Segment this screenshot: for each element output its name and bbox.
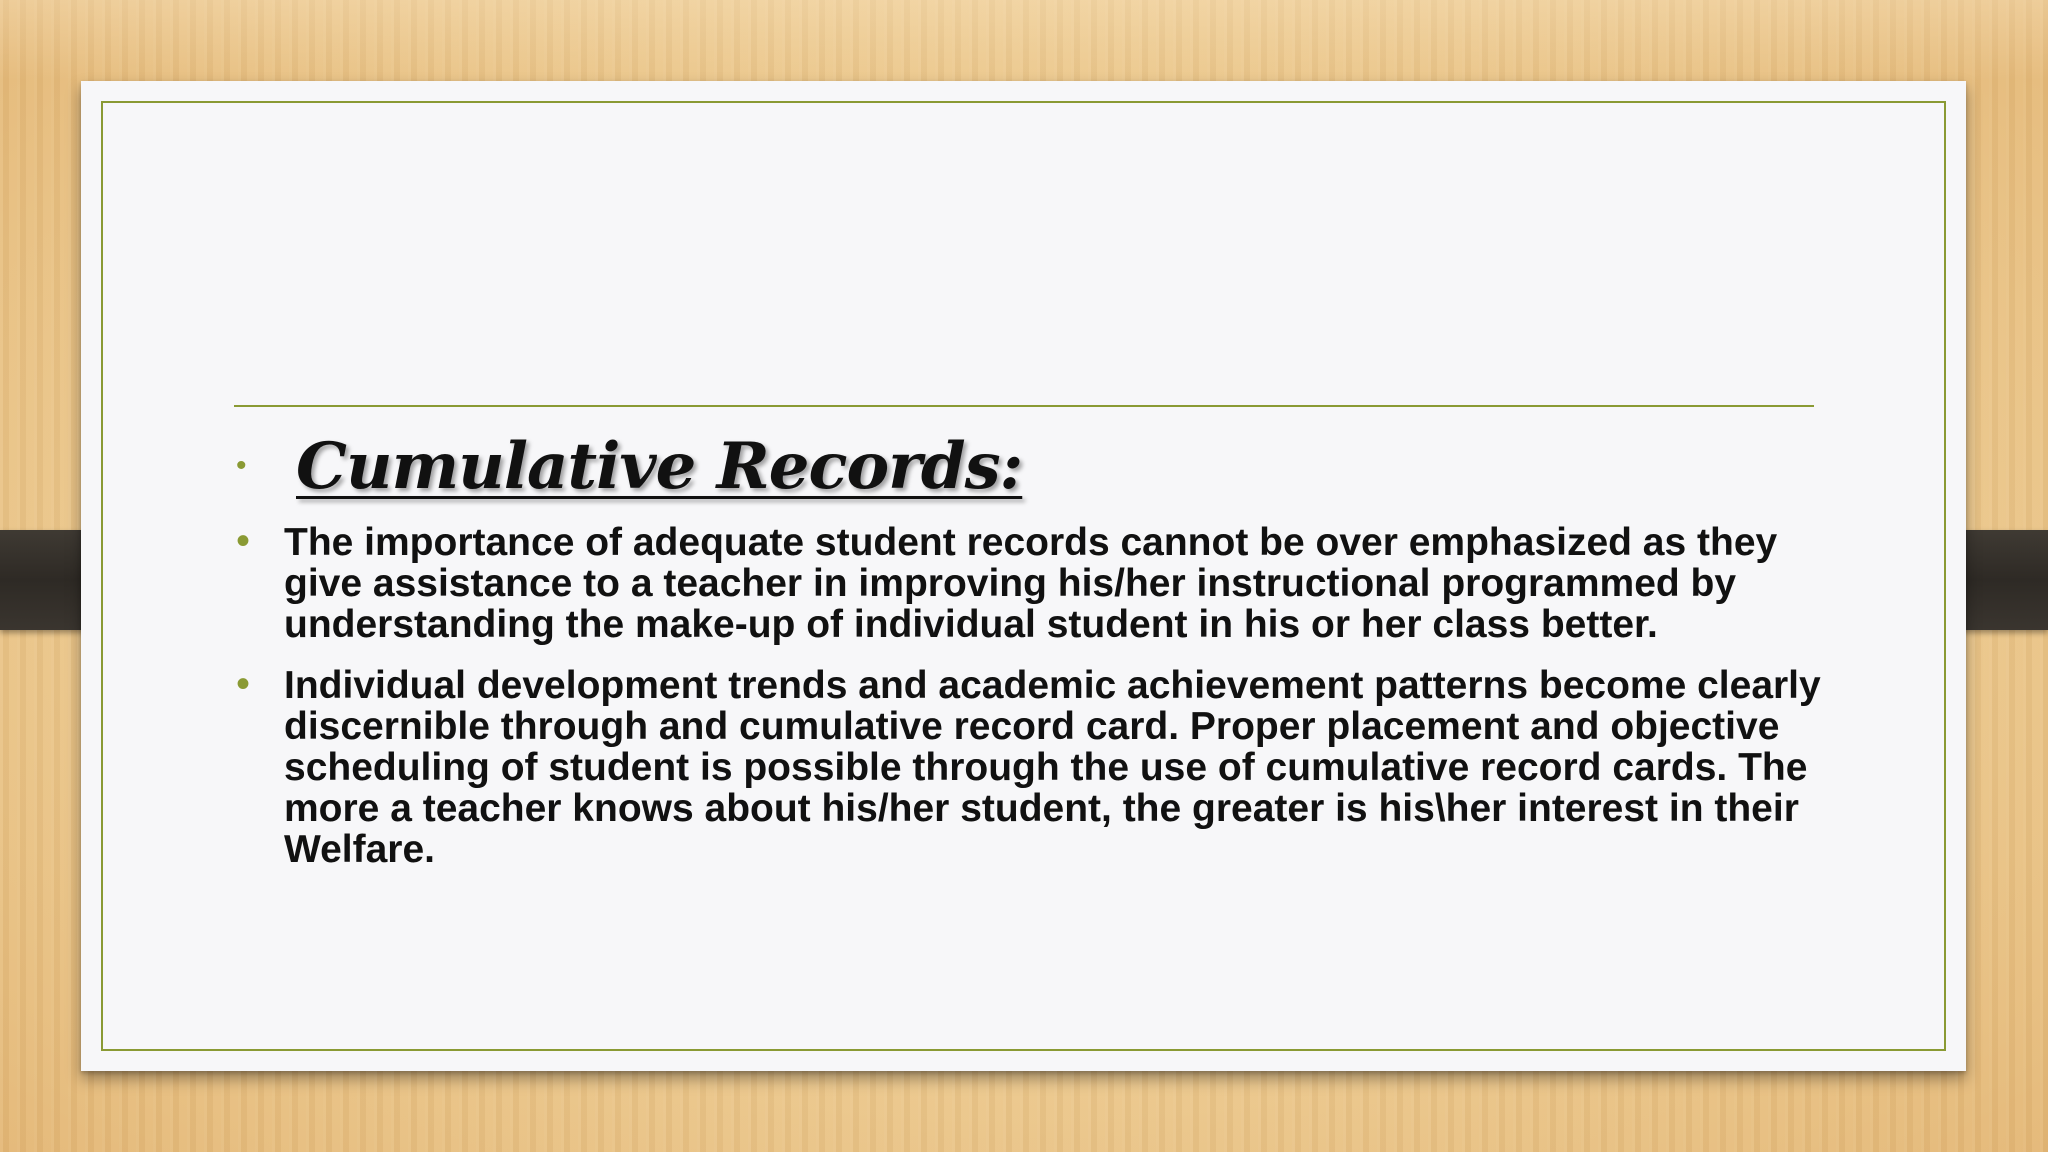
heading-row [234,426,1824,506]
bullet-text: Individual development trends and academic achievement patterns become clearly discernible through and cumulative record card. Proper placement and objective scheduling of student is possible through the use of cumulative record cards. The more a teacher knows about his/her student, the greater is his\her interest in their Welfare. [284,664,1821,871]
bullet-icon: • [236,519,251,563]
bullet-icon: • [236,449,247,482]
title-divider [234,405,1814,407]
slide-card [81,81,1966,1071]
slide-heading: Cumulative Records: [296,428,1023,504]
bullet-item [234,519,1824,646]
bullet-item [234,662,1824,871]
bullet-text: The importance of adequate student records cannot be over emphasized as they give assistance to a teacher in improving his/her instructional programmed by understanding the make-up of individual student in his or her class better. [284,521,1778,646]
slide-content [234,426,1824,870]
bullet-icon: • [236,662,251,706]
wood-background [0,0,2048,80]
